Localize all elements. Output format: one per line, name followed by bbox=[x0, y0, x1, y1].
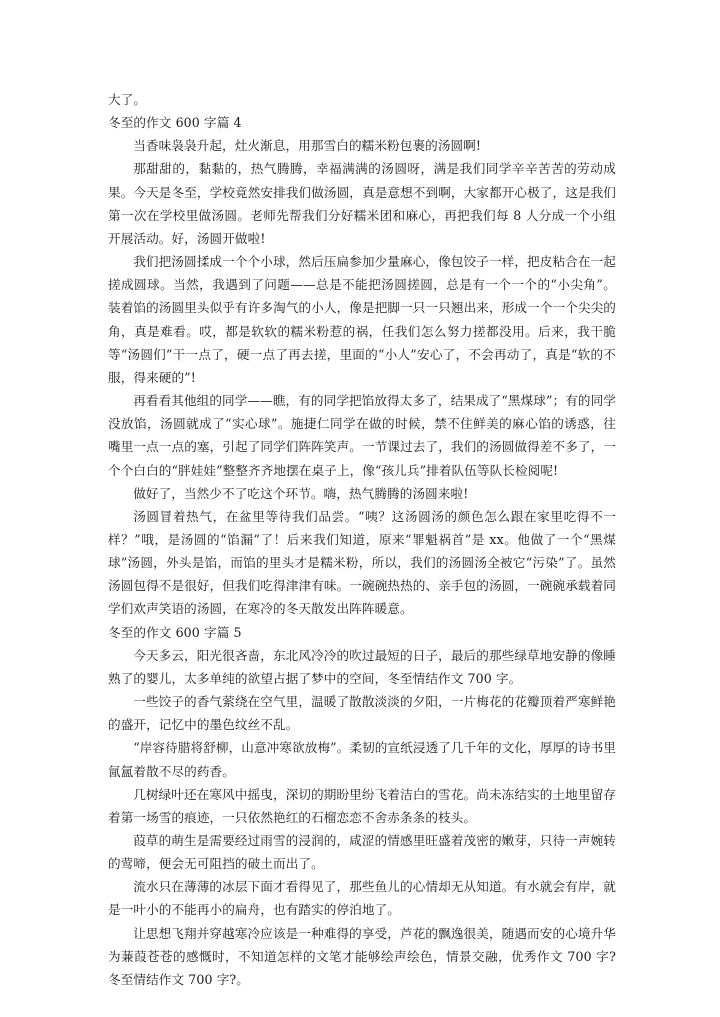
section-heading: 冬至的作文 600 字篇 5 bbox=[108, 624, 242, 640]
body-paragraph: 流水只在薄薄的冰层下面才看得见了，那些鱼儿的心情却无从知道。有水就会有岸，就是一叶小的不能再小的扁舟，也有踏实的停泊地了。 bbox=[108, 879, 616, 918]
body-paragraph: 汤圆冒着热气，在盆里等待我们品尝。“咦？这汤圆汤的颜色怎么跟在家里吃得不一样？”哦，是汤圆的“馅漏”了！后来我们知道，原来“罪魁祸首”是 xx。他做了一个“黑煤球”汤圆，外头是馅，而馅的里头才是糯米粉，所以，我们的汤圆汤全被它“污染”了。虽然汤圆包得不是很好，但我们吃得津津有味。一碗碗热热的、亲手包的汤圆，一碗碗承载着同学们欢声笑语的汤圆，在寒冷的冬天散发出阵阵暖意。 bbox=[108, 508, 616, 617]
section-heading: 冬至的作文 600 字篇 4 bbox=[108, 115, 242, 131]
body-paragraph: 葭草的萌生是需要经过雨雪的浸润的，咸涩的情感里旺盛着茂密的嫩芽，只待一声婉转的莺啼，便会无可阻挡的破土而出了。 bbox=[108, 833, 616, 872]
body-paragraph: 那甜甜的，黏黏的，热气腾腾，幸福满满的汤圆呀，满是我们同学辛辛苦苦的劳动成果。今天是冬至，学校竟然安排我们做汤圆，真是意想不到啊，大家都开心极了，这是我们第一次在学校里做汤圆。老师先帮我们分好糯米团和麻心，再把我们每 8 人分成一个小组开展活动。好，汤圆开做啦! bbox=[108, 161, 616, 246]
document-body bbox=[108, 88, 616, 991]
body-paragraph: 当香味袅袅升起，灶火渐息，用那雪白的糯米粉包裹的汤圆啊! bbox=[133, 138, 482, 154]
body-paragraph: 大了。 bbox=[108, 92, 147, 107]
body-paragraph: 再看看其他组的同学——瞧，有的同学把馅放得太多了，结果成了“黑煤球”；有的同学没放馅，汤圆就成了“实心球”。施捷仁同学在做的时候，禁不住鲜美的麻心馅的诱惑，往嘴里一点一点的塞，引起了同学们阵阵笑声。一节课过去了，我们的汤圆做得差不多了，一个个白白的“胖娃娃”整整齐齐地摆在桌子上，像“孩儿兵”排着队伍等队长检阅呢! bbox=[108, 393, 616, 478]
body-paragraph: 今天多云，阳光很吝啬，东北风冷冷的吹过最短的日子，最后的那些绿草地安静的像睡熟了的婴儿，太多单纯的欲望占据了梦中的空间，冬至情结作文 700 字。 bbox=[108, 647, 616, 686]
body-paragraph: 我们把汤圆揉成一个个小球，然后压扁参加少量麻心，像包饺子一样，把皮粘合在一起搓成圆球。当然，我遇到了问题——总是不能把汤圆搓圆，总是有一个一个的“小尖角”。装着馅的汤圆里头似乎有许多淘气的小人，像是把脚一只一只翘出来，形成一个一个尖尖的角，真是难看。哎，都是软软的糯米粉惹的祸，任我们怎么努力搓都没用。后来，我干脆等“汤圆们”干一点了，硬一点了再去搓，里面的“小人”安心了，不会再动了，真是“软的不服，得来硬的”! bbox=[108, 254, 616, 385]
body-paragraph: 做好了，当然少不了吃这个环节。嗨，热气腾腾的汤圆来啦! bbox=[133, 485, 469, 501]
body-paragraph: 让思想飞翔并穿越寒冷应该是一种难得的享受，芦花的飘逸很美，随遇而安的心境升华为蒹葭苍苍的感慨时，不知道怎样的文笔才能够绘声绘色，情景交融，优秀作文 700 字?冬至情结作文 700 字?。 bbox=[108, 925, 616, 987]
body-paragraph: “岸容待腊将舒柳，山意冲寒欲放梅”。柔韧的宣纸浸透了几千年的文化，厚厚的诗书里氤氲着散不尽的药香。 bbox=[108, 740, 616, 779]
body-paragraph: 一些饺子的香气萦绕在空气里，温暖了散散淡淡的夕阳，一片梅花的花瓣顶着严寒鲜艳的盛开，记忆中的墨色纹丝不乱。 bbox=[108, 694, 616, 733]
body-paragraph: 几树绿叶还在寒风中摇曳，深切的期盼里纷飞着洁白的雪花。尚未冻结实的土地里留存着第一场雪的痕迹，一只依然艳红的石榴恋恋不舍赤条条的枝头。 bbox=[108, 786, 616, 825]
